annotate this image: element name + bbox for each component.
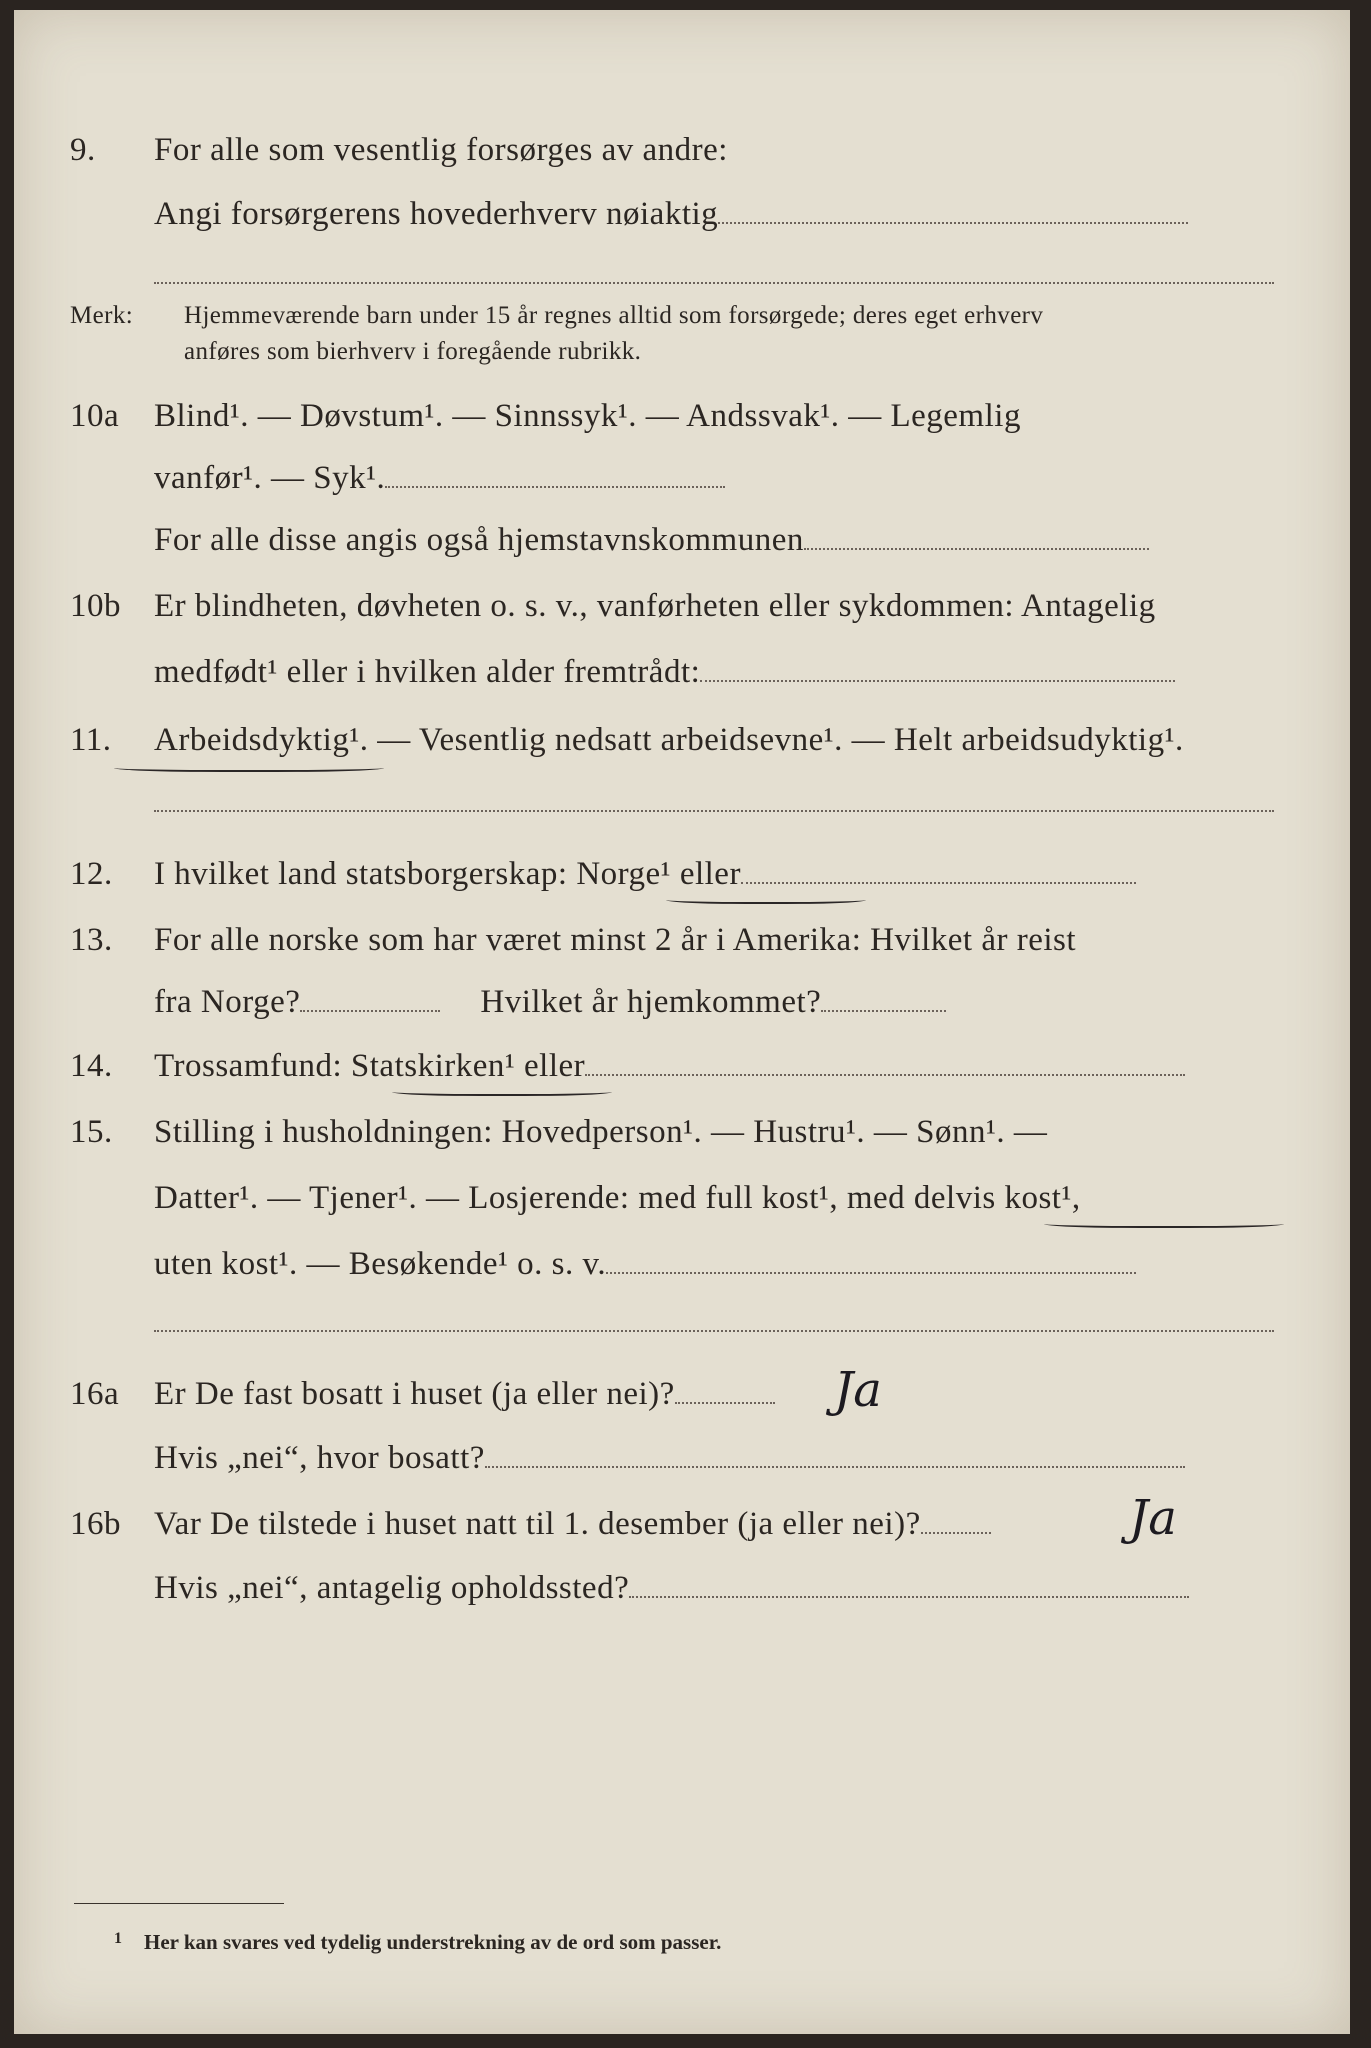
question-text: Stilling i husholdningen: Hovedperson¹. — Hustru¹. — Sønn¹. —: [154, 1114, 1048, 1150]
answer-line[interactable]: [485, 1440, 1185, 1468]
question-text: vanfør¹. — Syk¹.: [154, 460, 386, 496]
question-text: Hvis „nei“, antagelig opholdssted?: [154, 1570, 630, 1606]
question-text: medfødt¹ eller i hvilken alder fremtrådt:: [154, 654, 701, 690]
handwritten-underline: [392, 1086, 612, 1096]
answer-line[interactable]: [718, 196, 1188, 224]
note-text: Hjemmeværende barn under 15 år regnes alltid som forsørgede; deres eget erhverv: [184, 302, 1044, 329]
question-text: Blind¹. — Døvstum¹. — Sinnssyk¹. — Andssvak¹. — Legemlig: [154, 398, 1021, 434]
answer-line[interactable]: [921, 1506, 991, 1534]
question-number: 9.: [70, 132, 96, 168]
question-text: For alle som vesentlig forsørges av andre:: [154, 132, 728, 168]
question-number: 10a: [70, 398, 120, 434]
question-number: 16b: [70, 1506, 121, 1542]
question-number: 12.: [70, 856, 113, 892]
handwritten-answer: Ja: [834, 1362, 882, 1418]
handwritten-underline: [114, 762, 384, 772]
question-text: Var De tilstede i huset natt til 1. desember (ja eller nei)?: [154, 1506, 921, 1542]
answer-line[interactable]: [154, 1330, 1274, 1332]
question-text: Trossamfund: Statskirken¹ eller: [154, 1048, 586, 1084]
answer-line[interactable]: [300, 984, 440, 1012]
question-text: Arbeidsdyktig¹. — Vesentlig nedsatt arbeidsevne¹. — Helt arbeidsudyktig¹.: [154, 722, 1184, 758]
question-number: 14.: [70, 1048, 113, 1084]
handwritten-underline: [1044, 1218, 1284, 1228]
footnote-text: Her kan svares ved tydelig understrekning av de ord som passer.: [144, 1930, 722, 1954]
question-text: Er De fast bosatt i huset (ja eller nei)?: [154, 1376, 675, 1412]
question-number: 15.: [70, 1114, 113, 1150]
question-number: 16a: [70, 1376, 120, 1412]
question-number: 13.: [70, 922, 113, 958]
question-text: Datter¹. — Tjener¹. — Losjerende: med full kost¹, med delvis kost¹,: [154, 1180, 1081, 1216]
question-text: Angi forsørgerens hovederhverv nøiaktig: [154, 196, 719, 232]
question-text: For alle disse angis også hjemstavnskommunen: [154, 522, 804, 558]
question-text: fra Norge?: [154, 984, 301, 1020]
question-number: 10b: [70, 588, 121, 624]
question-number: 11.: [70, 722, 112, 758]
answer-line[interactable]: [821, 984, 946, 1012]
answer-line[interactable]: [675, 1376, 775, 1404]
answer-line[interactable]: [629, 1570, 1189, 1598]
census-form-page: [14, 10, 1350, 2034]
answer-line[interactable]: [154, 282, 1274, 284]
answer-line[interactable]: [154, 810, 1274, 812]
answer-line[interactable]: [804, 522, 1149, 550]
question-text: Er blindheten, døvheten o. s. v., vanførheten eller sykdommen: Antagelig: [154, 588, 1156, 624]
footnote-divider: [74, 1903, 284, 1904]
question-text: I hvilket land statsborgerskap: Norge¹ eller: [154, 856, 741, 892]
answer-line[interactable]: [585, 1048, 1185, 1076]
question-text: Hvilket år hjemkommet?: [480, 984, 822, 1020]
answer-line[interactable]: [606, 1246, 1136, 1274]
note-label: Merk:: [70, 302, 134, 329]
question-text: Hvis „nei“, hvor bosatt?: [154, 1440, 485, 1476]
answer-line[interactable]: [741, 856, 1136, 884]
answer-line[interactable]: [385, 460, 725, 488]
question-text: For alle norske som har været minst 2 år i Amerika: Hvilket år reist: [154, 922, 1077, 958]
footnote-marker: 1: [114, 1930, 122, 1947]
question-text: uten kost¹. — Besøkende¹ o. s. v.: [154, 1246, 607, 1282]
handwritten-answer: Ja: [1129, 1490, 1177, 1546]
handwritten-underline: [666, 894, 866, 904]
answer-line[interactable]: [700, 654, 1175, 682]
note-text: anføres som bierhverv i foregående rubrikk.: [184, 338, 642, 365]
